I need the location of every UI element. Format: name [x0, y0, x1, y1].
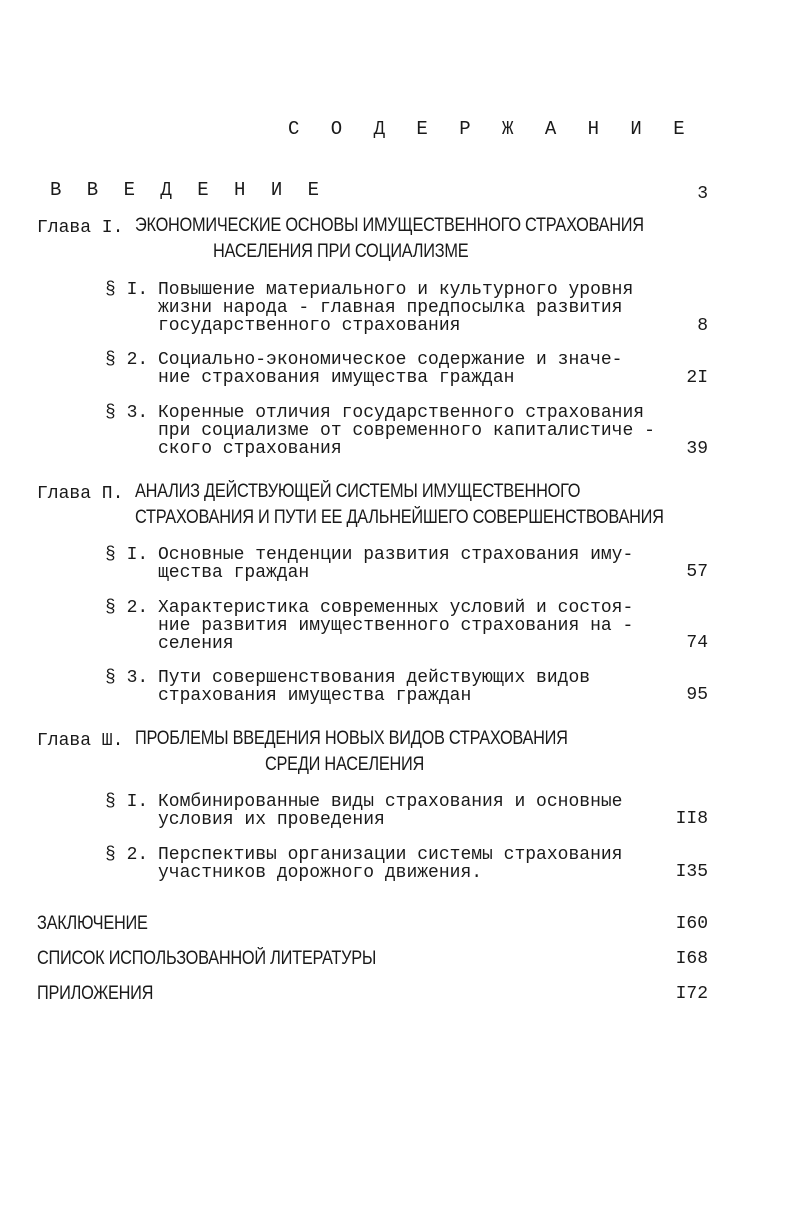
- bibliography-label: СПИСОК ИСПОЛЬЗОВАННОЙ ЛИТЕРАТУРЫ: [37, 948, 377, 969]
- ch2-sec2-line1: Характеристика современных условий и состоя-: [158, 598, 634, 618]
- chapter-1-title-line1: ЭКОНОМИЧЕСКИЕ ОСНОВЫ ИМУЩЕСТВЕННОГО СТРАХОВАНИЯ: [135, 215, 644, 236]
- ch1-sec2-line2: ние страхования имущества граждан: [158, 368, 515, 388]
- chapter-3-title-line2: СРЕДИ НАСЕЛЕНИЯ: [265, 754, 425, 775]
- ch2-sec3-line2: страхования имущества граждан: [158, 686, 472, 706]
- ch1-sec2-page: 2I: [686, 368, 708, 388]
- chapter-3-title-line1: ПРОБЛЕМЫ ВВЕДЕНИЯ НОВЫХ ВИДОВ СТРАХОВАНИЯ: [135, 728, 568, 749]
- ch1-sec3-line2: при социализме от современного капиталистиче -: [158, 421, 655, 441]
- ch2-sec1-line1: Основные тенденции развития страхования иму-: [158, 545, 634, 565]
- chapter-1-title-line2: НАСЕЛЕНИЯ ПРИ СОЦИАЛИЗМЕ: [213, 241, 469, 262]
- ch2-sec1-page: 57: [686, 562, 708, 582]
- ch2-sec3-mark: § 3.: [105, 668, 149, 688]
- chapter-2-title-line2: СТРАХОВАНИЯ И ПУТИ ЕЕ ДАЛЬНЕЙШЕГО СОВЕРШЕНСТВОВАНИЯ: [135, 507, 664, 528]
- ch2-sec3-page: 95: [686, 685, 708, 705]
- ch1-sec2-mark: § 2.: [105, 350, 149, 370]
- ch2-sec1-mark: § I.: [105, 545, 149, 565]
- ch3-sec1-page: II8: [675, 809, 708, 829]
- ch3-sec2-line1: Перспективы организации системы страхования: [158, 845, 623, 865]
- ch1-sec3-line3: ского страхования: [158, 439, 342, 459]
- ch2-sec3-line1: Пути совершенствования действующих видов: [158, 668, 591, 688]
- ch3-sec2-line2: участников дорожного движения.: [158, 863, 483, 883]
- ch3-sec2-mark: § 2.: [105, 845, 149, 865]
- ch3-sec1-line2: условия их проведения: [158, 810, 385, 830]
- appendices-label: ПРИЛОЖЕНИЯ: [37, 983, 154, 1004]
- chapter-2-title-line1: АНАЛИЗ ДЕЙСТВУЮЩЕЙ СИСТЕМЫ ИМУЩЕСТВЕННОГО: [135, 481, 581, 502]
- ch2-sec2-mark: § 2.: [105, 598, 149, 618]
- ch1-sec1-line3: государственного страхования: [158, 316, 461, 336]
- ch3-sec1-line1: Комбинированные виды страхования и основные: [158, 792, 623, 812]
- ch2-sec1-line2: щества граждан: [158, 563, 310, 583]
- ch3-sec1-mark: § I.: [105, 792, 149, 812]
- ch2-sec2-page: 74: [686, 633, 708, 653]
- chapter-3-prefix: Глава Ш.: [37, 731, 124, 751]
- ch1-sec1-page: 8: [697, 316, 708, 336]
- conclusion-page: I60: [675, 914, 708, 934]
- ch1-sec1-mark: § I.: [105, 280, 149, 300]
- ch1-sec3-page: 39: [686, 439, 708, 459]
- intro-page: 3: [697, 184, 708, 204]
- ch3-sec2-page: I35: [675, 862, 708, 882]
- intro-label: В В Е Д Е Н И Е: [50, 179, 327, 201]
- ch1-sec2-line1: Социально-экономическое содержание и значе-: [158, 350, 623, 370]
- ch1-sec1-line1: Повышение материального и культурного уровня: [158, 280, 634, 300]
- chapter-2-prefix: Глава П.: [37, 484, 124, 504]
- ch2-sec2-line2: ние развития имущественного страхования на -: [158, 616, 634, 636]
- chapter-1-prefix: Глава I.: [37, 218, 124, 238]
- conclusion-label: ЗАКЛЮЧЕНИЕ: [37, 913, 148, 934]
- ch2-sec2-line3: селения: [158, 634, 234, 654]
- appendices-page: I72: [675, 984, 708, 1004]
- ch1-sec3-mark: § 3.: [105, 403, 149, 423]
- bibliography-page: I68: [675, 949, 708, 969]
- ch1-sec3-line1: Коренные отличия государственного страхования: [158, 403, 645, 423]
- page-title: С О Д Е Р Ж А Н И Е: [288, 118, 695, 140]
- ch1-sec1-line2: жизни народа - главная предпосылка развития: [158, 298, 623, 318]
